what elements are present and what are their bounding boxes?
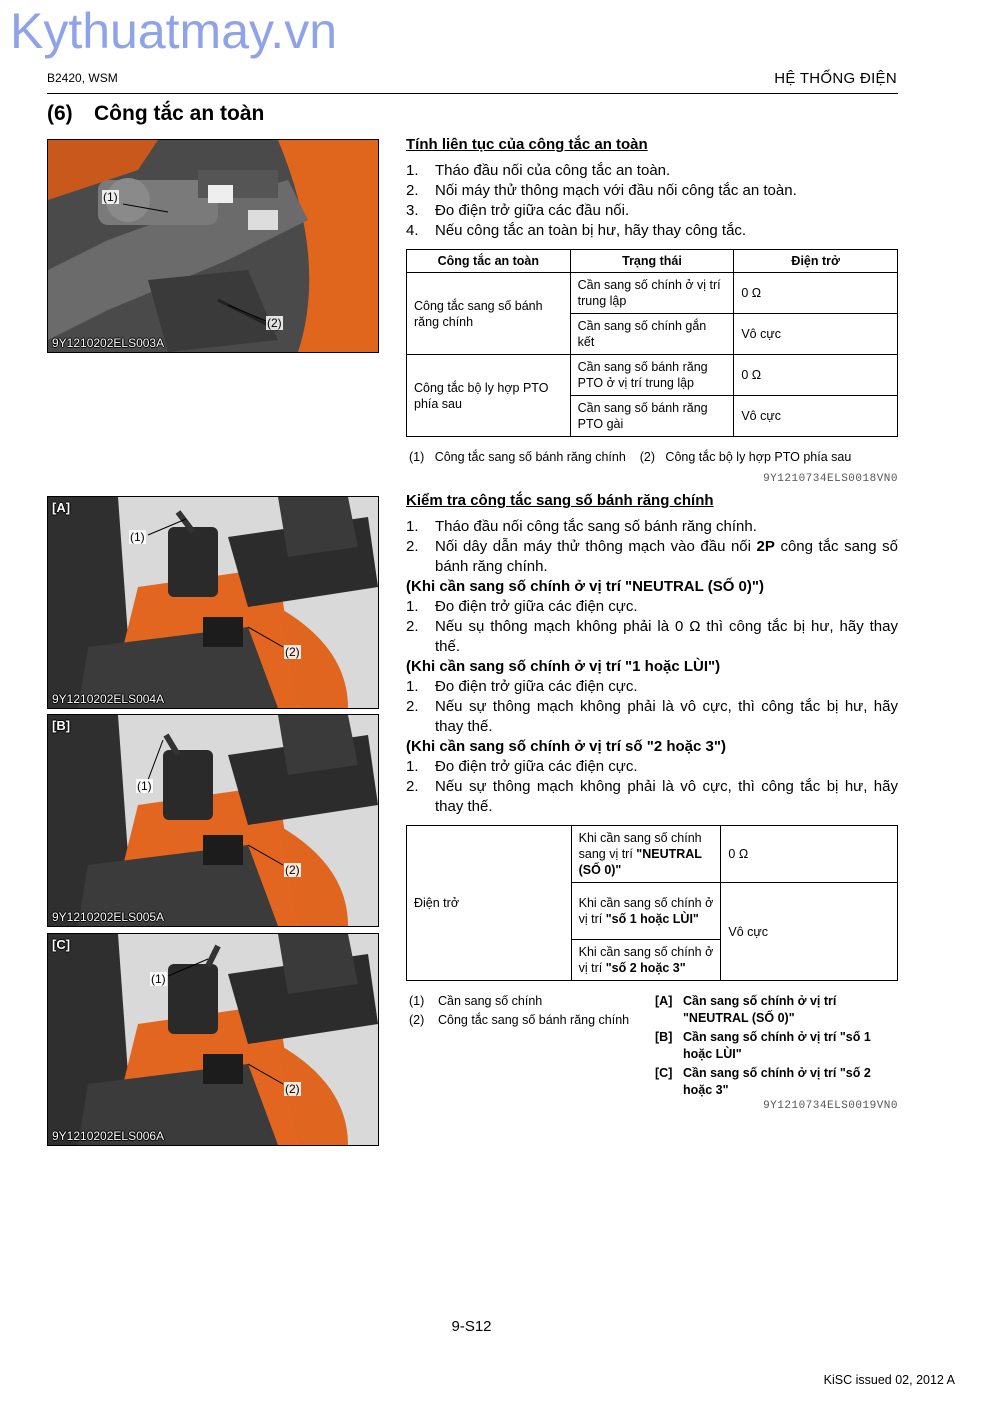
list-item: 1. Tháo đầu nối của công tắc an toàn.	[406, 162, 671, 179]
list-item: 1. Đo điện trở giữa các điện cực.	[406, 598, 638, 615]
table-cell: Khi cần sang số chính sang vị trí "NEUTRAL (SỐ 0)"	[571, 826, 721, 883]
list-item: 2. Nối máy thử thông mạch với đầu nối công tắc an toàn.	[406, 182, 797, 199]
list-item: 1. Tháo đầu nối công tắc sang số bánh răng chính.	[406, 518, 757, 535]
section-number: (6)	[47, 102, 73, 125]
list-item: 4. Nếu công tắc an toàn bị hư, hãy thay công tắc.	[406, 222, 747, 239]
table-cell: 0 Ω	[734, 355, 898, 396]
table-header: Công tắc an toàn	[407, 250, 571, 273]
photo-illustration	[48, 497, 378, 708]
table-row	[407, 355, 898, 396]
photo-callout-2: (2)	[285, 645, 300, 659]
list-item: 2. Nếu sụ thông mạch không phải là 0 Ω thì công tắc bị hư, hãy thay thế.	[406, 618, 898, 655]
photo-tag: [A]	[52, 500, 71, 515]
photo-callout-1: (1)	[151, 972, 166, 986]
photo-position-c	[47, 933, 379, 1146]
list-item: 1. Đo điện trở giữa các điện cực.	[406, 758, 638, 775]
continuity-heading: Tính liên tục của công tắc an toàn	[406, 136, 648, 153]
main-switch-code: 9Y1210734ELS0019VN0	[763, 1100, 898, 1112]
table-header: Trạng thái	[570, 250, 734, 273]
main-switch-heading: Kiểm tra công tắc sang số bánh răng chính	[406, 492, 714, 509]
legend-item: [B] Cần sang số chính ở vị trí "số 1 hoặc LÙI"	[655, 1030, 871, 1061]
table-cell: Công tắc bộ ly hợp PTO phía sau	[407, 355, 571, 437]
photo-illustration	[48, 934, 378, 1145]
photo-tag: [C]	[52, 937, 71, 952]
photo-callout-1: (1)	[130, 530, 145, 544]
photo-caption: 9Y1210202ELS006A	[52, 1129, 165, 1143]
legend-item: [A] Cần sang số chính ở vị trí "NEUTRAL (SỐ 0)"	[655, 994, 837, 1025]
main-switch-legend-left	[409, 993, 649, 1031]
table-row	[407, 273, 898, 314]
table-cell: Cần sang số chính gắn kết	[570, 314, 734, 355]
list-item: 2. Nếu sự thông mạch không phải là vô cực, thì công tắc bị hư, hãy thay thế.	[406, 778, 898, 815]
table-cell: Công tắc sang số bánh răng chính	[407, 273, 571, 355]
table-cell: Khi cần sang số chính ở vị trí "số 1 hoặc LÙI"	[571, 883, 721, 940]
continuity-table	[406, 249, 898, 437]
photo-callout-2: (2)	[285, 863, 300, 877]
table-cell: Khi cần sang số chính ở vị trí "số 2 hoặc 3"	[571, 940, 721, 981]
main-switch-legend-right	[655, 993, 898, 1101]
photo-caption: 9Y1210202ELS004A	[52, 692, 165, 706]
section-title-text: Công tắc an toàn	[94, 102, 265, 125]
legend-item: (1) Cần sang số chính	[409, 994, 543, 1008]
photo-safety-switches	[47, 139, 379, 353]
table-cell: Vô cực	[721, 883, 898, 981]
photo-caption: 9Y1210202ELS003A	[52, 336, 165, 350]
main-switch-table	[406, 825, 898, 981]
table-row	[407, 826, 898, 883]
photo-position-a	[47, 496, 379, 709]
list-item: 3. Đo điện trở giữa các đầu nối.	[406, 202, 630, 219]
condition-title: (Khi cần sang số chính ở vị trí "NEUTRAL (SỐ 0)")	[406, 578, 764, 595]
photo-position-b	[47, 714, 379, 927]
continuity-code: 9Y1210734ELS0018VN0	[763, 473, 898, 485]
page-number: 9-S12	[451, 1318, 492, 1335]
photo-callout-2: (2)	[267, 316, 282, 330]
header-chapter: HỆ THỐNG ĐIỆN	[774, 70, 897, 87]
condition-title: (Khi cần sang số chính ở vị trí số "2 hoặc 3")	[406, 738, 726, 755]
list-item: 2. Nếu sự thông mạch không phải là vô cực, thì công tắc bị hư, hãy thay thế.	[406, 698, 898, 735]
table-cell: Vô cực	[734, 396, 898, 437]
table-cell: Cần sang số bánh răng PTO ở vị trí trung lập	[570, 355, 734, 396]
header-rule	[47, 93, 898, 94]
table-cell: Vô cực	[734, 314, 898, 355]
photo-illustration	[48, 140, 378, 352]
section-title	[47, 102, 264, 126]
legend-item: [C] Cần sang số chính ở vị trí "số 2 hoặc 3"	[655, 1066, 871, 1097]
continuity-steps	[406, 161, 898, 241]
photo-callout-1: (1)	[137, 779, 152, 793]
table-cell: Cần sang số bánh răng PTO gài	[570, 396, 734, 437]
table-header-row	[407, 250, 898, 273]
table-cell: 0 Ω	[721, 826, 898, 883]
watermark: Kythuatmay.vn	[10, 3, 338, 59]
continuity-legend: (1) Công tắc sang số bánh răng chính (2) Công tắc bộ ly hợp PTO phía sau	[409, 450, 852, 464]
legend-item: (2) Công tắc sang số bánh răng chính	[409, 1013, 630, 1027]
photo-caption: 9Y1210202ELS005A	[52, 910, 165, 924]
list-item: 2. Nối dây dẫn máy thử thông mạch vào đầu nối 2P công tắc sang số bánh răng chính.	[406, 538, 899, 575]
condition-title: (Khi cần sang số chính ở vị trí "1 hoặc LÙI")	[406, 658, 721, 675]
header-model: B2420, WSM	[47, 71, 118, 85]
photo-callout-2: (2)	[285, 1082, 300, 1096]
list-item: 1. Đo điện trở giữa các điện cực.	[406, 678, 638, 695]
table-cell: Điện trở	[407, 826, 572, 981]
table-header: Điện trở	[734, 250, 898, 273]
photo-illustration	[48, 715, 378, 926]
issue-note: KiSC issued 02, 2012 A	[823, 1373, 955, 1387]
photo-callout-1: (1)	[103, 190, 118, 204]
table-cell: Cần sang số chính ở vị trí trung lập	[570, 273, 734, 314]
photo-tag: [B]	[52, 718, 71, 733]
table-cell: 0 Ω	[734, 273, 898, 314]
main-switch-steps	[406, 517, 898, 817]
